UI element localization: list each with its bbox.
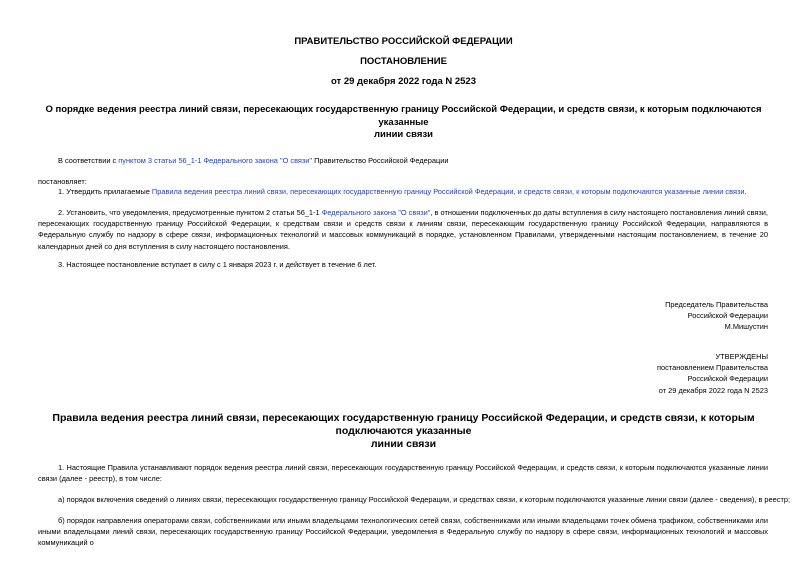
law-link-item2[interactable]: Федерального закона "О связи" [321,208,431,217]
item-1 [58,186,747,197]
document-title [30,104,777,142]
rules-title-line2: линии связи [370,438,437,450]
approval-by: постановлением Правительства [657,363,768,373]
item-3: 3. Настоящее постановление вступает в силу с 1 января 2023 г. и действует в течение 6 лет. [58,260,377,269]
approval-date: от 29 декабря 2022 года N 2523 [658,385,768,395]
document-title-line1: О порядке ведения реестра линий связи, пересекающих государственную границу Российской Федерации, и средств связи, к которым подключаются указанные [45,104,762,128]
preamble [58,155,449,166]
item-2-text: 2. Установить, что уведомления, предусмотренные пунктом 2 статьи 56_1-1 [58,208,322,217]
signature-country: Российской Федерации [687,311,768,321]
decrees-word: постановляет: [38,177,87,186]
approval-block [657,351,768,396]
rules-paragraph-b: б) порядок направления операторами связи, собственниками или иными владельцами технологических сетей связи, собственниками или иными владельцами точек обмена трафиком, собственниками или иными владельцами линий связи, пересекающих государственную границу Российской Федерации, уведомления в Федеральную службу по надзору в сфере связи, информационных технологий и массовых коммуникаций о [38,516,768,548]
document-title-line2: линии связи [373,129,434,140]
signature-block [665,299,768,333]
preamble-text-end: Правительство Российской Федерации [312,156,449,165]
rules-link[interactable]: Правила ведения реестра линий связи, пересекающих государственную границу Российской Федерации, и средств связи, к которым подключаются указанные линии связи [151,187,745,196]
signature-name: М.Мишустин [724,322,768,332]
signature-position: Председатель Правительства [665,300,768,309]
item-1-end: . [744,187,747,196]
document-date-number: от 29 декабря 2022 года N 2523 [330,76,476,87]
law-link-preamble[interactable]: пунктом 3 статьи 56_1-1 Федерального закона "О связи" [118,156,313,165]
government-heading: ПРАВИТЕЛЬСТВО РОССИЙСКОЙ ФЕДЕРАЦИИ [294,36,513,47]
rules-title-line1: Правила ведения реестра линий связи, пересекающих государственную границу Российской Федерации, и средств связи, к которым подключаются указанные [52,412,755,437]
approval-country: Российской Федерации [687,374,768,384]
item-1-text: 1. Утвердить прилагаемые [58,187,152,196]
document-type: ПОСТАНОВЛЕНИЕ [360,56,447,67]
preamble-text-start: В соответствии с [58,156,119,165]
item-2 [38,207,768,252]
rules-title [30,412,777,451]
rules-paragraph-a: а) порядок включения сведений о линиях связи, пересекающих государственную границу Российской Федерации, и средствах связи, к которым подключаются указанные линии связи (далее - сведения), в реестр; [58,495,791,504]
item-2-text-rest: , в отношении подключенных до даты вступления в силу настоящего постановления линий связи, пересекающих государственную границу Российской Федерации, к средствам связи и средств связи к линиям связи, пересекающим государственную границу Российской Федерации, направляются в Федеральную службу по надзору в сфере связи, информационных технологий и массовых коммуникаций в порядке, установленном Правилами, утвержденными настоящим постановлением, в течение 20 календарных дней со дня вступления в силу настоящего постановления. [38,208,768,251]
rules-paragraph-1: 1. Настоящие Правила устанавливают порядок ведения реестра линий связи, пересекающих государственную границу Российской Федерации, и средств связи, к которым подключаются указанные линии связи (далее - реестр), в том числе: [38,463,768,484]
approval-word: УТВЕРЖДЕНЫ [715,352,768,361]
